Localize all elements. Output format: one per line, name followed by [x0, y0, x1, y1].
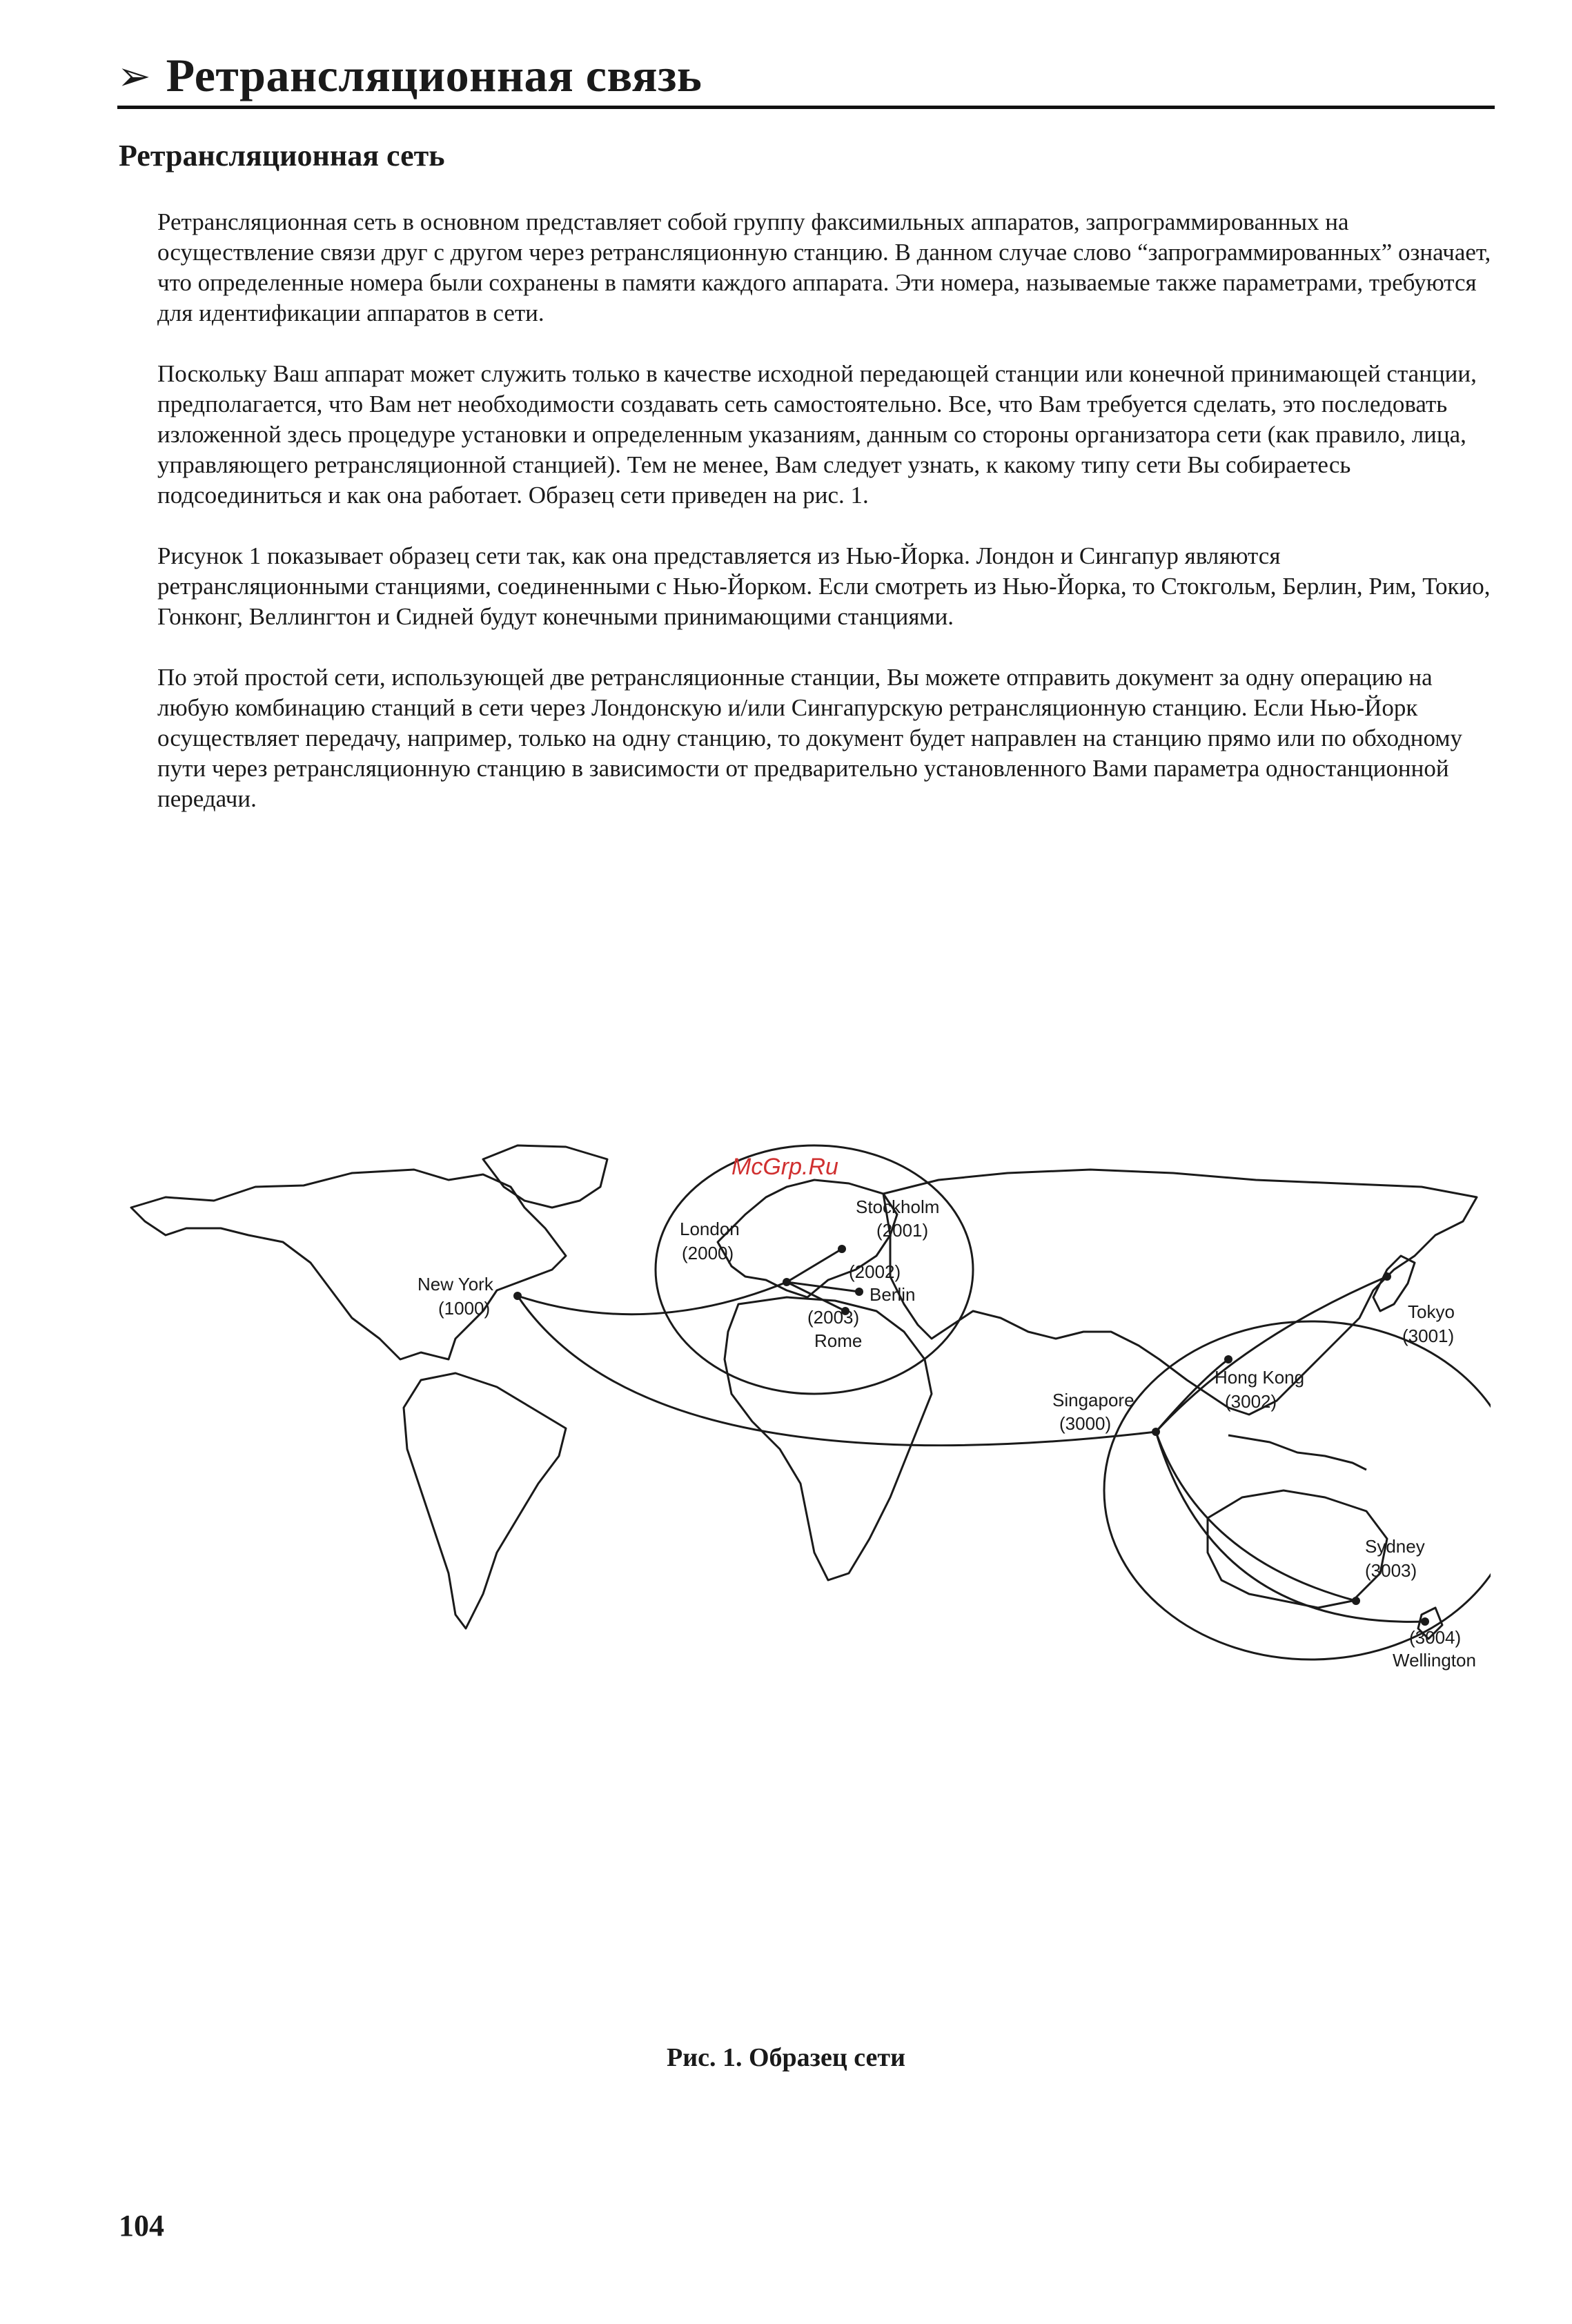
station-dot-stockholm	[838, 1245, 846, 1253]
paragraph-1: Ретрансляционная сеть в основном представляет собой группу факсимильных аппаратов, запрограммированных на осуществление связи друг с другом через ретрансляционную станцию. В данном случае слово “запрограммированных” означает, что определенные номера были сохранены в памяти каждого аппарата. Эти номера, называемые также параметрами, требуются для идентификации аппаратов в сети.	[157, 208, 1491, 326]
label-sydney: Sydney	[1365, 1536, 1425, 1557]
station-dot-sydney	[1352, 1597, 1360, 1605]
code-stockholm: (2001)	[876, 1220, 929, 1241]
network-routes	[518, 1249, 1425, 1622]
route-newyork-london	[518, 1282, 787, 1314]
code-sydney: (3003)	[1365, 1560, 1417, 1581]
figure-caption: Рис. 1. Образец сети	[667, 2043, 905, 2072]
paragraph-4: По этой простой сети, использующей две ретрансляционные станции, Вы можете отправить документ за одну операцию на любую комбинацию станций в сети через Лондонскую и/или Сингапурскую ретрансляционную станцию. Если Нью-Йорк осуществляет передачу, например, только на одну станцию, то документ будет направлен на станцию прямо или по обходному пути через ретрансляционную станцию в зависимости от предварительно установленного Вами параметра одностанционной передачи.	[157, 664, 1462, 812]
north-america-outline	[131, 1170, 566, 1359]
label-tokyo: Tokyo	[1408, 1301, 1455, 1322]
arrowhead-icon: ➢	[117, 52, 151, 99]
code-berlin: (2002)	[849, 1261, 901, 1282]
label-rome: Rome	[814, 1330, 863, 1351]
station-dot-singapore	[1152, 1428, 1160, 1436]
label-wellington: Wellington	[1393, 1650, 1476, 1671]
code-tokyo: (3001)	[1402, 1326, 1455, 1346]
label-singapore: Singapore	[1052, 1390, 1134, 1410]
page-number: 104	[119, 2209, 164, 2243]
station-dot-hong-kong	[1224, 1355, 1232, 1363]
body-text	[157, 207, 1496, 845]
greenland-outline	[483, 1145, 607, 1208]
station-dot-new-york	[513, 1292, 522, 1300]
label-london: London	[680, 1219, 740, 1239]
label-stockholm: Stockholm	[856, 1197, 940, 1217]
station-dot-tokyo	[1383, 1272, 1391, 1281]
code-new-york: (1000)	[438, 1298, 491, 1319]
watermark-text: McGrp.Ru	[731, 1154, 838, 1180]
station-dots	[513, 1245, 1429, 1626]
section-title: Ретрансляционная сеть	[119, 139, 445, 173]
south-america-outline	[404, 1373, 566, 1628]
route-singapore-wellington	[1156, 1432, 1425, 1622]
station-dot-london	[783, 1278, 791, 1286]
chapter-header	[117, 48, 1495, 109]
code-rome: (2003)	[807, 1307, 860, 1328]
asia-outline	[883, 1170, 1477, 1415]
indonesia-outline	[1228, 1435, 1366, 1470]
australia-outline	[1208, 1490, 1387, 1608]
code-singapore: (3000)	[1059, 1413, 1112, 1434]
paragraph-3: Рисунок 1 показывает образец сети так, как она представляется из Нью-Йорка. Лондон и Сингапур являются ретрансляционными станциями, соединенными с Нью-Йорком. Если смотреть из Нью-Йорка, то Стокгольм, Берлин, Рим, Токио, Гонконг, Веллингтон и Сидней будут конечными принимающими станциями.	[157, 542, 1491, 630]
chapter-title: Ретрансляционная связь	[166, 49, 703, 101]
network-figure	[124, 1132, 1491, 1725]
label-berlin: Berlin	[869, 1284, 916, 1305]
station-dot-berlin	[855, 1288, 863, 1296]
label-hong-kong: Hong Kong	[1215, 1367, 1305, 1388]
station-dot-wellington	[1421, 1617, 1429, 1626]
world-map	[124, 1132, 1491, 1725]
code-hong-kong: (3002)	[1225, 1391, 1277, 1412]
label-new-york: New York	[417, 1274, 493, 1294]
code-london: (2000)	[682, 1243, 734, 1263]
paragraph-2: Поскольку Ваш аппарат может служить только в качестве исходной передающей станции или конечной принимающей станции, предполагается, что Вам нет необходимости создавать сеть самостоятельно. Все, что Вам требуется сделать, это последовать изложенной здесь процедуре установки и определенным указаниям, данным со стороны организатора сети (как правило, лица, управляющего ретрансляционной станцией). Тем не менее, Вам следует узнать, к какому типу сети Вы собираетесь подсоединиться и как она работает. Образец сети приведен на рис. 1.	[157, 360, 1477, 509]
code-wellington: (3004)	[1409, 1627, 1462, 1648]
